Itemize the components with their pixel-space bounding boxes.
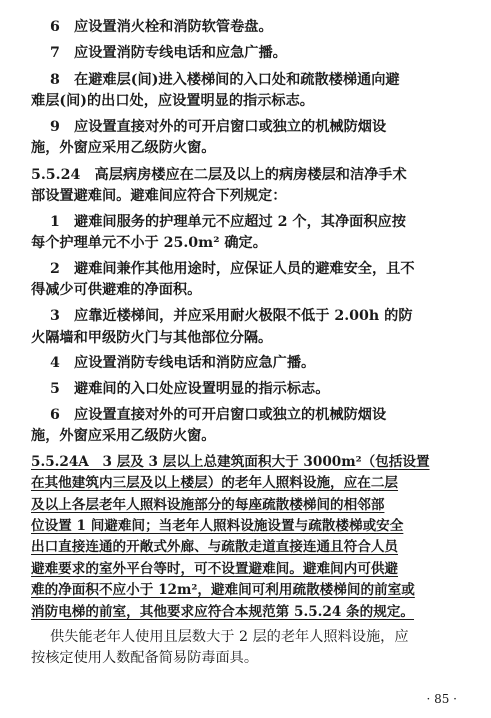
- text-line: 按核定使用人数配备简易防毒面具。: [31, 650, 259, 666]
- text-line: 施，外窗应采用乙级防火窗。: [31, 140, 216, 156]
- text-line: 3 应靠近楼梯间，并应采用耐火极限不低于 2.00h 的防: [50, 308, 413, 324]
- text-line: 5 避难间的入口处应设置明显的指示标志。: [50, 381, 330, 397]
- text-line: 供失能老年人使用且层数大于 2 层的老年人照料设施，应: [50, 629, 409, 645]
- text-line: 每个护理单元不小于 25.0m² 确定。: [31, 235, 267, 251]
- text-line: 火隔墙和甲级防火门与其他部位分隔。: [31, 330, 273, 346]
- page-number: · 85 ·: [426, 692, 457, 706]
- text-line: 部设置避难间。避难间应符合下列规定：: [31, 188, 287, 204]
- underlined-line: 避难要求的室外平台等时，可不设置避难间。避难间内可供避: [31, 561, 399, 577]
- underlined-line: 及以上各层老年人照料设施部分的每座疏散楼梯间的相邻部: [31, 497, 385, 513]
- text-line: 1 避难间服务的护理单元不应超过 2 个，其净面积应按: [50, 214, 406, 230]
- text-line: 6 应设置直接对外的可开启窗口或独立的机械防烟设: [50, 407, 387, 423]
- text-line: 得减少可供避难的净面积。: [31, 282, 202, 298]
- underlined-line: 难的净面积不应小于 12m²，避难间可利用疏散楼梯间的前室或: [31, 582, 415, 598]
- text-line: 2 避难间兼作其他用途时，应保证人员的避难安全，且不: [50, 261, 415, 277]
- text-line: 8 在避难层(间)进入楼梯间的入口处和疏散楼梯通向避: [50, 72, 400, 88]
- text-line: 4 应设置消防专线电话和消防应急广播。: [50, 355, 316, 371]
- clause-heading-5-5-24: 5.5.24 高层病房楼应在二层及以上的病房楼层和洁净手术: [31, 167, 407, 183]
- text-line: 9 应设置直接对外的可开启窗口或独立的机械防烟设: [50, 119, 387, 135]
- text-line: 6 应设置消火栓和消防软管卷盘。: [50, 19, 273, 35]
- text-line: 7 应设置消防专线电话和应急广播。: [50, 45, 287, 61]
- clause-heading-5-5-24a: 5.5.24A 3 层及 3 层以上总建筑面积大于 3000m²（包括设置: [31, 454, 430, 470]
- text-line: 施，外窗应采用乙级防火窗。: [31, 428, 216, 444]
- underlined-line: 在其他建筑内三层及以上楼层）的老年人照料设施，应在二层: [31, 475, 399, 491]
- underlined-line: 位设置 1 间避难间；当老年人照料设施设置与疏散楼梯或安全: [31, 518, 404, 534]
- underlined-line: 出口直接连通的开敞式外廊、与疏散走道直接连通且符合人员: [31, 539, 399, 555]
- underlined-line: 消防电梯的前室，其他要求应符合本规范第 5.5.24 条的规定。: [31, 604, 415, 620]
- text-line: 难层(间)的出口处，应设置明显的指示标志。: [31, 93, 314, 109]
